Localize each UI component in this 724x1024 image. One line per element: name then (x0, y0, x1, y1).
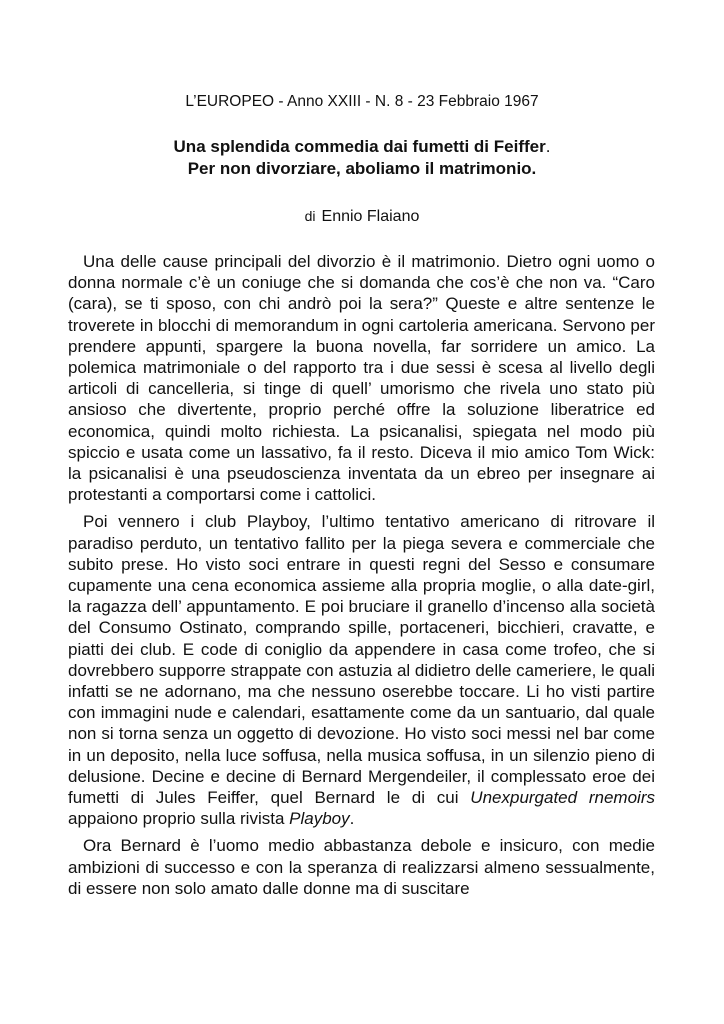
article-title (0, 136, 724, 180)
author-name: Ennio Flaiano (321, 208, 420, 225)
italic-title-playboy: Playboy (289, 809, 350, 829)
publication-header: L’EUROPEO - Anno XXIII - N. 8 - 23 Febbraio 1967 (185, 93, 539, 110)
paragraph-3: Ora Bernard è l’uomo medio abbastanza debole e insicuro, con medie ambizioni di successo e con la speranza di realizzarsi almeno sessualmente, di essere non solo amato dalle donne ma di suscitare (68, 836, 655, 898)
paragraph-2-end: . (349, 809, 355, 829)
italic-title-memoirs: Unexpurgated rnemoirs (470, 788, 655, 808)
paragraph-2 (68, 511, 655, 829)
byline-prefix: di (304, 208, 316, 224)
article-body (68, 251, 655, 905)
paragraph-2-text: Poi vennero i club Playboy, l’ultimo tentativo americano di ritrovare il paradiso perduto, un tentativo fallito per la piega severa e commerciale che subito prese. Ho visto soci entrare in questi regni del Sesso e consumare cupamente una cena economica assieme alla propria moglie, o alla date-girl, la ragazza dell’ appuntamento. E poi bruciare il granello d’incenso alla società del Consumo Ostinato, comprando spille, portaceneri, bicchieri, cravatte, e piatti dei club. E code di coniglio da appendere in casa come trofeo, che si dovrebbero supporre strappate con astuzia al didietro delle cameriere, le quali infatti se ne adornano, ma che nessuno oserebbe toccare. Li ho visti partire con immagini nude e calendari, esattamente come da un santuario, dal quale non si torna senza un oggetto di devozione. Ho visto soci messi nel bar come in un deposito, nella luce soffusa, nella musica soffusa, in un silenzio pieno di delusione. Decine e decine di Bernard Mergendeiler, il complessato eroe dei fumetti di Jules Feiffer, quel Bernard le di cui (68, 512, 655, 808)
title-line-1-text: Una splendida commedia dai fumetti di Feiffer (173, 137, 546, 156)
title-line-2: Per non divorziare, aboliamo il matrimonio. (187, 159, 537, 178)
byline (0, 206, 724, 227)
title-line-1-period: . (545, 137, 551, 156)
title-line-1 (0, 136, 724, 158)
paragraph-2-mid: appaiono proprio sulla rivista (68, 809, 290, 829)
paragraph-1: Una delle cause principali del divorzio è il matrimonio. Dietro ogni uomo o donna normale c’è un coniuge che si domanda che cos’è che non va. “Caro (cara), se ti sposo, con chi andrò poi la sera?” Queste e altre sentenze le troverete in blocchi di memorandum in ogni cartoleria americana. Servono per prendere appunti, spargere la buona novella, far sorridere un amico. La polemica matrimoniale o del rapporto tra i due sessi è scesa al livello degli articoli di cancelleria, si tinge di quell’ umorismo che rivela uno stato più ansioso che divertente, proprio perché offre la soluzione liberatrice ed economica, quindi molto richiesta. La psicanalisi, spiegata nel modo più spiccio e usata come un lassativo, fa il resto. Diceva il mio amico Tom Wick: la psicanalisi è una pseudoscienza inventata da un ebreo per insegnare ai protestanti a comportarsi come i cattolici. (68, 252, 655, 505)
